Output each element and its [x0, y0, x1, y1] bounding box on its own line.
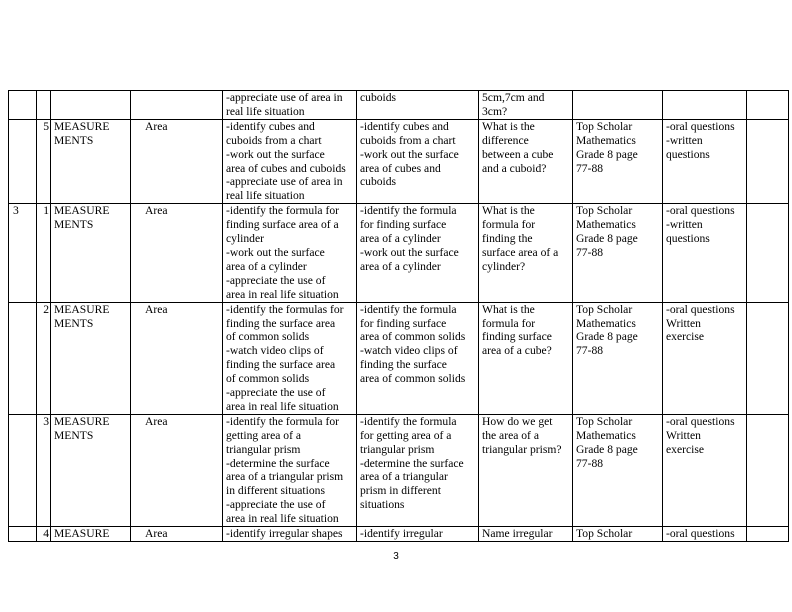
strand-cell: MEASURE MENTS: [51, 302, 131, 414]
key-inquiry-cell: What is the formula for finding surface area of a cube?: [479, 302, 573, 414]
resources-cell: [573, 91, 663, 120]
table-row: [9, 302, 789, 414]
remarks-cell: [747, 414, 789, 526]
sub-strand-cell: Area: [131, 119, 223, 203]
learning-experiences-cell: -identify the formula for getting area of a triangular prism -determine the surface area of a triangular prism in different situations: [357, 414, 479, 526]
key-inquiry-cell: Name irregular: [479, 527, 573, 542]
strand-cell: MEASURE MENTS: [51, 119, 131, 203]
assessment-cell: -oral questions: [663, 527, 747, 542]
assessment-cell: [663, 91, 747, 120]
key-inquiry-cell: What is the difference between a cube and a cuboid?: [479, 119, 573, 203]
key-inquiry-cell: What is the formula for finding the surface area of a cylinder?: [479, 204, 573, 302]
page-number: 3: [393, 551, 399, 562]
learning-experiences-cell: -identify the formula for finding surface area of a cylinder -work out the surface area of a cylinder: [357, 204, 479, 302]
sub-strand-cell: Area: [131, 414, 223, 526]
learning-experiences-cell: -identify the formula for finding surface area of common solids -watch video clips of finding the surface area of common solids: [357, 302, 479, 414]
week-cell: [9, 302, 37, 414]
sub-strand-cell: [131, 91, 223, 120]
resources-cell: Top Scholar Mathematics Grade 8 page 77-88: [573, 302, 663, 414]
scheme-of-work-table: [8, 90, 789, 542]
strand-cell: MEASURE MENTS: [51, 414, 131, 526]
lesson-cell: 2: [37, 302, 51, 414]
learning-experiences-cell: cuboids: [357, 91, 479, 120]
assessment-cell: -oral questions -written questions: [663, 119, 747, 203]
table-row: [9, 119, 789, 203]
table-row: [9, 527, 789, 542]
resources-cell: Top Scholar Mathematics Grade 8 page 77-88: [573, 119, 663, 203]
week-cell: [9, 91, 37, 120]
resources-cell: Top Scholar Mathematics Grade 8 page 77-88: [573, 204, 663, 302]
learning-outcomes-cell: -identify irregular shapes: [223, 527, 357, 542]
lesson-cell: 1: [37, 204, 51, 302]
sub-strand-cell: Area: [131, 302, 223, 414]
learning-outcomes-cell: -identify the formulas for finding the surface area of common solids -watch video clips of finding the surface area of common solids -appreciate the use of area in real life situation: [223, 302, 357, 414]
remarks-cell: [747, 527, 789, 542]
sub-strand-cell: Area: [131, 204, 223, 302]
remarks-cell: [747, 302, 789, 414]
lesson-cell: 5: [37, 119, 51, 203]
table-row: [9, 91, 789, 120]
table-row: [9, 414, 789, 526]
week-cell: 3: [9, 204, 37, 302]
week-cell: [9, 119, 37, 203]
lesson-cell: 4: [37, 527, 51, 542]
assessment-cell: -oral questions Written exercise: [663, 414, 747, 526]
lesson-cell: [37, 91, 51, 120]
learning-experiences-cell: -identify cubes and cuboids from a chart -work out the surface area of cubes and cuboids: [357, 119, 479, 203]
learning-outcomes-cell: -identify the formula for getting area of a triangular prism -determine the surface area of a triangular prism in different situations -appreciate the use of area in real life situation: [223, 414, 357, 526]
key-inquiry-cell: How do we get the area of a triangular prism?: [479, 414, 573, 526]
week-cell: [9, 527, 37, 542]
strand-cell: MEASURE MENTS: [51, 204, 131, 302]
learning-outcomes-cell: -identify cubes and cuboids from a chart -work out the surface area of cubes and cuboids -appreciate use of area in real life situation: [223, 119, 357, 203]
assessment-cell: -oral questions Written exercise: [663, 302, 747, 414]
lesson-cell: 3: [37, 414, 51, 526]
assessment-cell: -oral questions -written questions: [663, 204, 747, 302]
week-cell: [9, 414, 37, 526]
sub-strand-cell: Area: [131, 527, 223, 542]
remarks-cell: [747, 119, 789, 203]
resources-cell: Top Scholar: [573, 527, 663, 542]
learning-outcomes-cell: -identify the formula for finding surface area of a cylinder -work out the surface area of a cylinder -appreciate the use of area in real life situation: [223, 204, 357, 302]
strand-cell: [51, 91, 131, 120]
resources-cell: Top Scholar Mathematics Grade 8 page 77-88: [573, 414, 663, 526]
strand-cell: MEASURE: [51, 527, 131, 542]
remarks-cell: [747, 204, 789, 302]
table-row: [9, 204, 789, 302]
learning-outcomes-cell: -appreciate use of area in real life situation: [223, 91, 357, 120]
key-inquiry-cell: 5cm,7cm and 3cm?: [479, 91, 573, 120]
learning-experiences-cell: -identify irregular: [357, 527, 479, 542]
remarks-cell: [747, 91, 789, 120]
